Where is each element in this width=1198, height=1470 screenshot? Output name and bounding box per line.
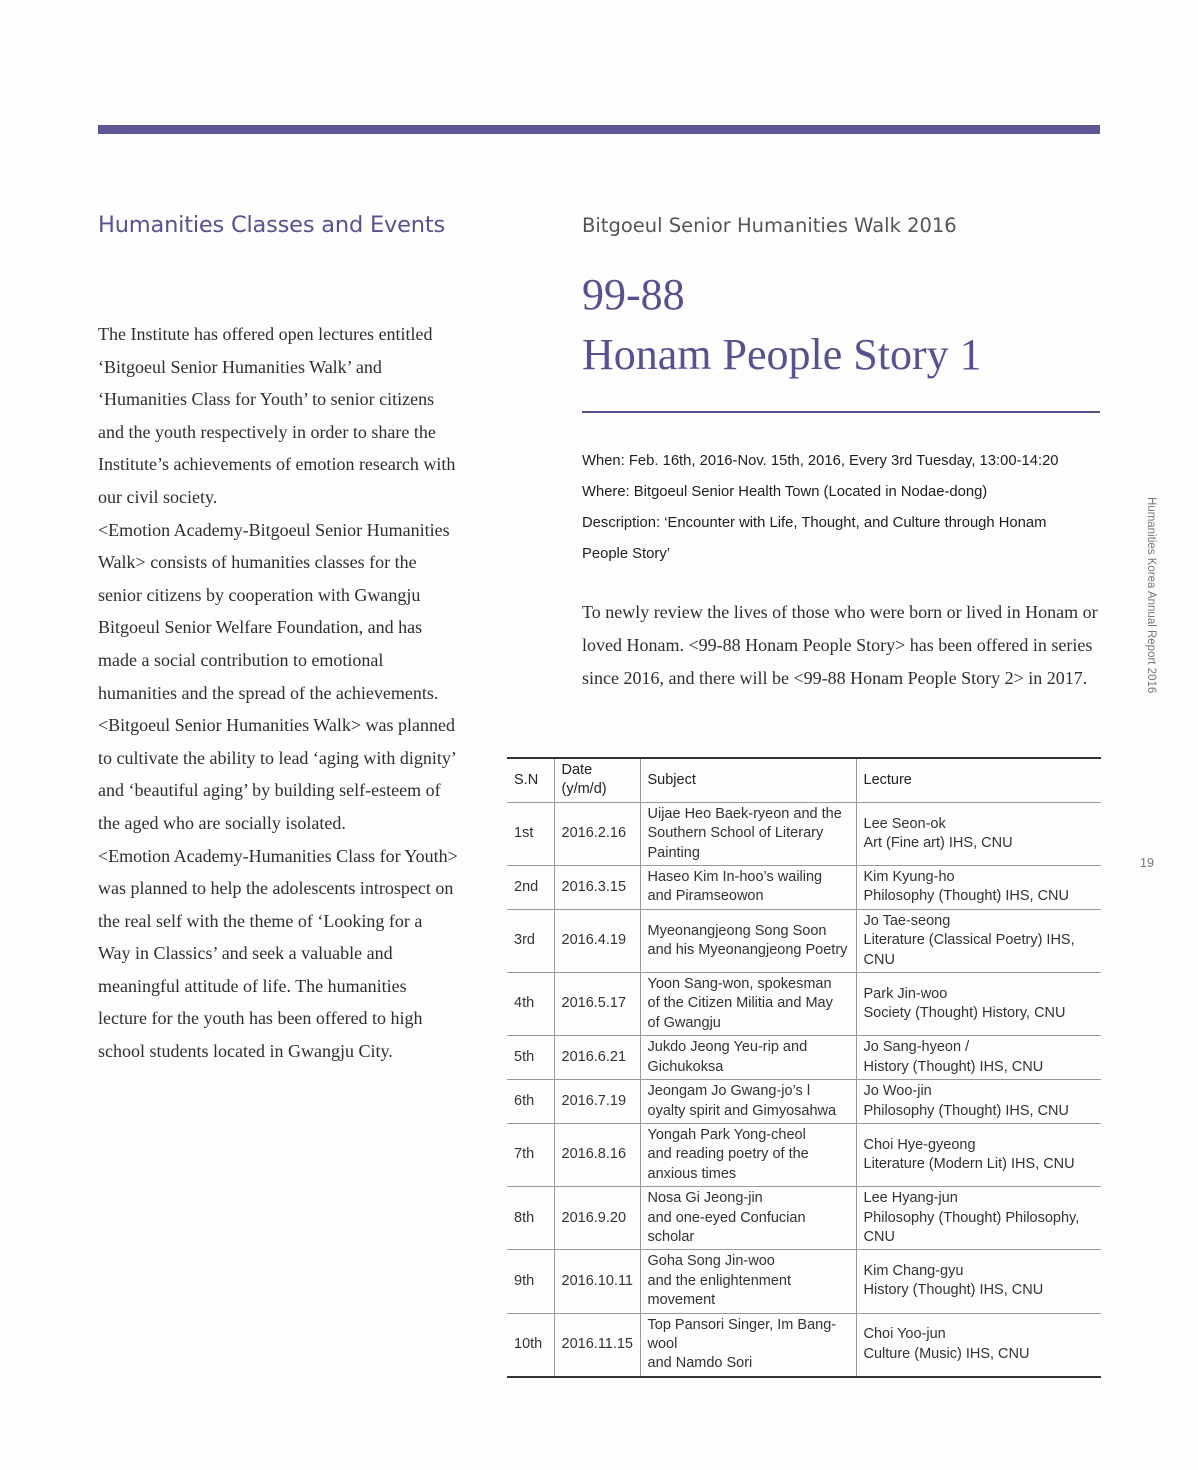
event-description-2: People Story’ — [582, 546, 671, 562]
subject-line: of the Citizen Militia and May — [647, 995, 833, 1012]
table-row — [507, 1250, 1101, 1313]
subject-line: Painting — [647, 844, 700, 861]
subject-line: Haseo Kim In-hoo’s wailing — [647, 869, 823, 886]
lecture-line: Philosophy (Thought) Philosophy, — [863, 1209, 1080, 1226]
event-title-line-1: 99-88 — [582, 270, 685, 319]
table-row — [507, 802, 1101, 865]
cell-subject — [640, 909, 856, 972]
event-body-text: To newly review the lives of those who were born or lived in Honam or loved Honam. <99-88 Honam People Story> has been offered in series since 2016, and there will be <99-88 Honam People Story 2> in 2017. — [582, 602, 1098, 688]
cell-date: 2016.6.21 — [554, 1036, 640, 1080]
lecture-line: History (Thought) IHS, CNU — [863, 1058, 1044, 1075]
section-title: Humanities Classes and Events — [98, 212, 445, 238]
subject-line: Uijae Heo Baek-ryeon and the — [647, 805, 842, 822]
intro-paragraph: The Institute has offered open lectures entitled ‘Bitgoeul Senior Humanities Walk’ and ‘Humanities Class for Youth’ to senior citizens and the youth respectively in order to share the Institute’s achievements of emotion research with our civil society. — [98, 324, 456, 507]
header-sn: S.N — [507, 758, 554, 802]
cell-date: 2016.5.17 — [554, 973, 640, 1036]
table-row — [507, 1313, 1101, 1377]
lecture-line: Jo Tae-seong — [863, 912, 951, 929]
cell-date: 2016.7.19 — [554, 1080, 640, 1124]
event-when: When: Feb. 16th, 2016-Nov. 15th, 2016, Every 3rd Tuesday, 13:00-14:20 — [582, 453, 1059, 469]
subject-line: movement — [647, 1292, 716, 1309]
cell-sn: 10th — [507, 1313, 554, 1377]
cell-date: 2016.8.16 — [554, 1123, 640, 1186]
cell-sn: 1st — [507, 802, 554, 865]
cell-date: 2016.10.11 — [554, 1250, 640, 1313]
cell-sn: 7th — [507, 1123, 554, 1186]
cell-subject — [640, 1313, 856, 1377]
header-date: Date (y/m/d) — [554, 758, 640, 802]
table-row — [507, 909, 1101, 972]
cell-lecture — [856, 866, 1101, 910]
cell-sn: 4th — [507, 973, 554, 1036]
cell-date: 2016.9.20 — [554, 1187, 640, 1250]
lecture-schedule-table — [507, 757, 1101, 1378]
cell-date: 2016.3.15 — [554, 866, 640, 910]
subject-line: scholar — [647, 1228, 695, 1245]
header-subject: Subject — [640, 758, 856, 802]
cell-lecture — [856, 1036, 1101, 1080]
cell-lecture — [856, 1080, 1101, 1124]
cell-lecture — [856, 802, 1101, 865]
subject-line: and his Myeonangjeong Poetry — [647, 941, 848, 958]
subject-line: and the enlightenment — [647, 1272, 791, 1289]
cell-lecture — [856, 909, 1101, 972]
lecture-line: History (Thought) IHS, CNU — [863, 1282, 1044, 1299]
subject-line: of Gwangju — [647, 1014, 721, 1031]
subject-line: Top Pansori Singer, Im Bang- — [647, 1316, 837, 1333]
lecture-line: Choi Hye-gyeong — [863, 1136, 976, 1153]
cell-lecture — [856, 1313, 1101, 1377]
cell-sn: 8th — [507, 1187, 554, 1250]
subject-line: Goha Song Jin-woo — [647, 1253, 775, 1270]
lecture-line: Park Jin-woo — [863, 985, 948, 1002]
lecture-line: CNU — [863, 1228, 895, 1245]
event-description-1: Description: ‘Encounter with Life, Thought, and Culture through Honam — [582, 515, 1047, 531]
subject-line: and one-eyed Confucian — [647, 1209, 806, 1226]
cell-sn: 6th — [507, 1080, 554, 1124]
cell-sn: 5th — [507, 1036, 554, 1080]
event-info — [582, 446, 1100, 570]
cell-subject — [640, 1036, 856, 1080]
page-number: 19 — [1140, 856, 1154, 870]
table-header-row — [507, 758, 1101, 802]
subject-line: Jukdo Jeong Yeu-rip and — [647, 1039, 808, 1056]
table-row — [507, 1036, 1101, 1080]
cell-subject — [640, 1123, 856, 1186]
event-where: Where: Bitgoeul Senior Health Town (Located in Nodae-dong) — [582, 484, 988, 500]
event-series-title: Bitgoeul Senior Humanities Walk 2016 — [582, 214, 957, 237]
cell-sn: 3rd — [507, 909, 554, 972]
left-column-text — [98, 318, 458, 1068]
subject-line: and Namdo Sori — [647, 1355, 753, 1372]
cell-subject — [640, 866, 856, 910]
subject-line: and reading poetry of the — [647, 1146, 809, 1163]
cell-subject — [640, 1187, 856, 1250]
header-lecture: Lecture — [856, 758, 1101, 802]
lecture-line: Kim Chang-gyu — [863, 1263, 964, 1280]
event-body — [582, 596, 1100, 695]
lecture-line: Philosophy (Thought) IHS, CNU — [863, 1102, 1069, 1119]
lecture-line: Jo Woo-jin — [863, 1083, 932, 1100]
table-row — [507, 973, 1101, 1036]
subject-line: Jeongam Jo Gwang-jo’s l — [647, 1083, 811, 1100]
lecture-line: Literature (Modern Lit) IHS, CNU — [863, 1156, 1075, 1173]
subject-line: Nosa Gi Jeong-jin — [647, 1190, 763, 1207]
cell-date: 2016.4.19 — [554, 909, 640, 972]
cell-lecture — [856, 1123, 1101, 1186]
lecture-line: Lee Seon-ok — [863, 815, 946, 832]
cell-subject — [640, 802, 856, 865]
lecture-line: Art (Fine art) IHS, CNU — [863, 834, 1013, 851]
cell-lecture — [856, 973, 1101, 1036]
event-title — [582, 265, 982, 385]
subject-line: anxious times — [647, 1165, 737, 1182]
header-rule — [98, 125, 1100, 134]
cell-subject — [640, 973, 856, 1036]
cell-date: 2016.11.15 — [554, 1313, 640, 1377]
running-header: Humanities Korea Annual Report 2016 — [1145, 497, 1157, 694]
cell-date: 2016.2.16 — [554, 802, 640, 865]
lecture-line: Literature (Classical Poetry) IHS, CNU — [863, 932, 1075, 968]
cell-subject — [640, 1250, 856, 1313]
subject-line: and Piramseowon — [647, 888, 764, 905]
table-row — [507, 1080, 1101, 1124]
table-row — [507, 1187, 1101, 1250]
cell-sn: 9th — [507, 1250, 554, 1313]
table-row — [507, 1123, 1101, 1186]
table-row — [507, 866, 1101, 910]
lecture-line: Choi Yoo-jun — [863, 1326, 946, 1343]
subject-line: Yoon Sang-won, spokesman — [647, 976, 832, 993]
lecture-line: Lee Hyang-jun — [863, 1190, 958, 1207]
event-title-line-2: Honam People Story 1 — [582, 330, 982, 379]
senior-walk-paragraph: <Emotion Academy-Bitgoeul Senior Humanities Walk> consists of humanities classes for the senior citizens by cooperation with Gwangju Bitgoeul Senior Welfare Foundation, and has made a social contribution to emotional humanities and the spread of the achievements. <Bitgoeul Senior Humanities Walk> was planned to cultivate the ability to lead ‘aging with dignity’ and ‘beautiful aging’ by building self-esteem of the aged who are socially isolated. — [98, 519, 456, 833]
lecture-line: Philosophy (Thought) IHS, CNU — [863, 888, 1069, 905]
cell-lecture — [856, 1187, 1101, 1250]
subject-line: Southern School of Literary — [647, 825, 824, 842]
subject-line: Yongah Park Yong-cheol — [647, 1126, 806, 1143]
subject-line: Gichukoksa — [647, 1058, 724, 1075]
cell-subject — [640, 1080, 856, 1124]
lecture-line: Jo Sang-hyeon / — [863, 1039, 970, 1056]
lecture-line: Culture (Music) IHS, CNU — [863, 1345, 1030, 1362]
lecture-line: Kim Kyung-ho — [863, 869, 955, 886]
subject-line: wool — [647, 1335, 678, 1352]
title-divider — [582, 411, 1100, 413]
subject-line: oyalty spirit and Gimyosahwa — [647, 1102, 837, 1119]
youth-class-paragraph: <Emotion Academy-Humanities Class for Youth> was planned to help the adolescents introspect on the real self with the theme of ‘Looking for a Way in Classics’ and seek a valuable and meaningful attitude of life. The humanities lecture for the youth has been offered to high school students located in Gwangju City. — [98, 845, 458, 1062]
cell-sn: 2nd — [507, 866, 554, 910]
subject-line: Myeonangjeong Song Soon — [647, 922, 827, 939]
lecture-line: Society (Thought) History, CNU — [863, 1005, 1066, 1022]
cell-lecture — [856, 1250, 1101, 1313]
table-body — [507, 802, 1101, 1376]
